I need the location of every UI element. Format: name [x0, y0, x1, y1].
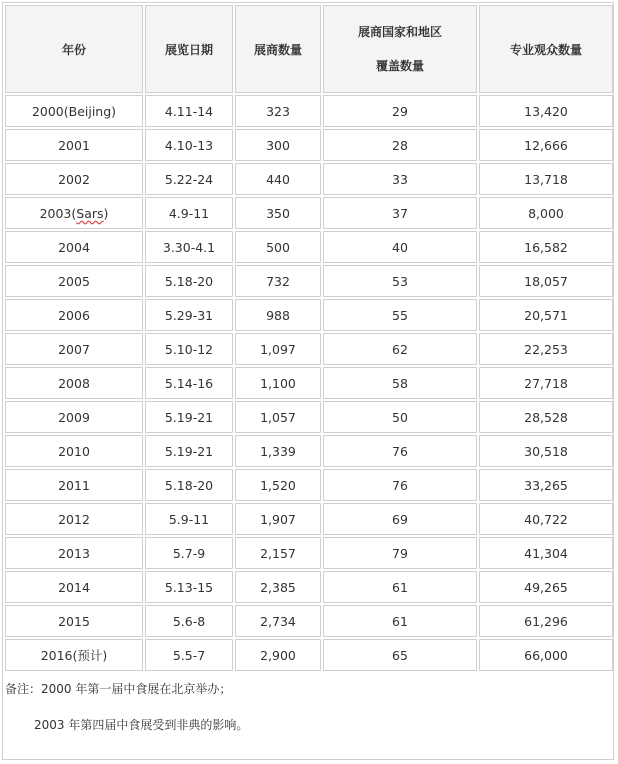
table-header — [5, 5, 613, 93]
year-prefix: 2003( — [39, 205, 77, 221]
cell-date: 5.13-15 — [145, 571, 233, 603]
header-countries — [323, 5, 477, 93]
cell-exhibitors: 732 — [235, 265, 321, 297]
cell-year: 2001 — [5, 129, 143, 161]
cell-year: 2007 — [5, 333, 143, 365]
note-line-2: 2003 年第四届中食展受到非典的影响。 — [34, 718, 249, 732]
table-row — [5, 231, 613, 263]
cell-date: 5.19-21 — [145, 435, 233, 467]
cell-exhibitors: 300 — [235, 129, 321, 161]
table-row — [5, 95, 613, 127]
cell-year: 2004 — [5, 231, 143, 263]
cell-countries: 58 — [323, 367, 477, 399]
cell-year: 2006 — [5, 299, 143, 331]
cell-countries: 69 — [323, 503, 477, 535]
cell-exhibitors: 2,734 — [235, 605, 321, 637]
cell-date: 5.7-9 — [145, 537, 233, 569]
table-row — [5, 605, 613, 637]
header-countries-line1: 展商国家和地区 — [357, 25, 442, 39]
year-sars-word: Sars — [76, 205, 104, 221]
cell-date: 4.10-13 — [145, 129, 233, 161]
cell-visitors: 13,718 — [479, 163, 613, 195]
table-row — [5, 435, 613, 467]
cell-countries: 28 — [323, 129, 477, 161]
cell-countries: 61 — [323, 605, 477, 637]
cell-visitors: 40,722 — [479, 503, 613, 535]
cell-countries: 79 — [323, 537, 477, 569]
table-row — [5, 537, 613, 569]
cell-countries: 76 — [323, 435, 477, 467]
cell-countries: 55 — [323, 299, 477, 331]
cell-visitors: 49,265 — [479, 571, 613, 603]
cell-visitors: 30,518 — [479, 435, 613, 467]
table-row — [5, 129, 613, 161]
cell-countries: 76 — [323, 469, 477, 501]
cell-visitors: 41,304 — [479, 537, 613, 569]
cell-visitors: 28,528 — [479, 401, 613, 433]
cell-year: 2011 — [5, 469, 143, 501]
table-row — [5, 401, 613, 433]
cell-year — [5, 197, 143, 229]
header-year: 年份 — [5, 5, 143, 93]
cell-date: 5.10-12 — [145, 333, 233, 365]
cell-date: 3.30-4.1 — [145, 231, 233, 263]
cell-visitors: 8,000 — [479, 197, 613, 229]
cell-visitors: 61,296 — [479, 605, 613, 637]
cell-visitors: 18,057 — [479, 265, 613, 297]
cell-date: 5.22-24 — [145, 163, 233, 195]
cell-date: 5.5-7 — [145, 639, 233, 671]
cell-exhibitors: 1,907 — [235, 503, 321, 535]
cell-date: 5.6-8 — [145, 605, 233, 637]
table-row — [5, 333, 613, 365]
cell-countries: 33 — [323, 163, 477, 195]
cell-visitors: 33,265 — [479, 469, 613, 501]
cell-visitors: 13,420 — [479, 95, 613, 127]
cell-countries: 62 — [323, 333, 477, 365]
cell-exhibitors: 440 — [235, 163, 321, 195]
cell-countries: 65 — [323, 639, 477, 671]
cell-year: 2010 — [5, 435, 143, 467]
exhibition-stats-table — [3, 3, 615, 673]
cell-visitors: 16,582 — [479, 231, 613, 263]
cell-date: 5.18-20 — [145, 265, 233, 297]
cell-year: 2012 — [5, 503, 143, 535]
note-line-1: 备注：2000 年第一届中食展在北京举办； — [5, 682, 232, 696]
cell-date: 5.29-31 — [145, 299, 233, 331]
cell-exhibitors: 2,385 — [235, 571, 321, 603]
header-date: 展览日期 — [145, 5, 233, 93]
cell-year: 2005 — [5, 265, 143, 297]
header-visitors: 专业观众数量 — [479, 5, 613, 93]
table-row — [5, 299, 613, 331]
cell-countries: 50 — [323, 401, 477, 433]
table-row — [5, 367, 613, 399]
cell-year: 2002 — [5, 163, 143, 195]
cell-year: 2013 — [5, 537, 143, 569]
cell-exhibitors: 2,157 — [235, 537, 321, 569]
header-row — [5, 5, 613, 93]
header-exhibitors: 展商数量 — [235, 5, 321, 93]
cell-date: 4.11-14 — [145, 95, 233, 127]
cell-date: 5.9-11 — [145, 503, 233, 535]
cell-exhibitors: 500 — [235, 231, 321, 263]
cell-exhibitors: 1,097 — [235, 333, 321, 365]
cell-countries: 53 — [323, 265, 477, 297]
cell-exhibitors: 350 — [235, 197, 321, 229]
cell-countries: 37 — [323, 197, 477, 229]
cell-date: 5.18-20 — [145, 469, 233, 501]
cell-exhibitors: 1,339 — [235, 435, 321, 467]
cell-year: 2009 — [5, 401, 143, 433]
cell-visitors: 20,571 — [479, 299, 613, 331]
cell-exhibitors: 1,520 — [235, 469, 321, 501]
cell-exhibitors: 1,057 — [235, 401, 321, 433]
cell-exhibitors: 2,900 — [235, 639, 321, 671]
table-row — [5, 265, 613, 297]
cell-visitors: 27,718 — [479, 367, 613, 399]
cell-year: 2014 — [5, 571, 143, 603]
cell-countries: 29 — [323, 95, 477, 127]
cell-exhibitors: 323 — [235, 95, 321, 127]
year-suffix: ) — [103, 205, 109, 221]
cell-visitors: 22,253 — [479, 333, 613, 365]
table-row — [5, 469, 613, 501]
table-row — [5, 571, 613, 603]
table-body — [5, 95, 613, 671]
cell-countries: 40 — [323, 231, 477, 263]
table-row — [5, 163, 613, 195]
cell-year: 2000(Beijing) — [5, 95, 143, 127]
cell-exhibitors: 988 — [235, 299, 321, 331]
cell-date: 5.19-21 — [145, 401, 233, 433]
cell-date: 5.14-16 — [145, 367, 233, 399]
cell-exhibitors: 1,100 — [235, 367, 321, 399]
cell-visitors: 12,666 — [479, 129, 613, 161]
cell-year: 2016(预计) — [5, 639, 143, 671]
cell-date: 4.9-11 — [145, 197, 233, 229]
cell-countries: 61 — [323, 571, 477, 603]
table-row — [5, 197, 613, 229]
header-countries-line2: 覆盖数量 — [375, 59, 424, 73]
table-row — [5, 503, 613, 535]
cell-visitors: 66,000 — [479, 639, 613, 671]
cell-year: 2015 — [5, 605, 143, 637]
table-row — [5, 639, 613, 671]
cell-year: 2008 — [5, 367, 143, 399]
